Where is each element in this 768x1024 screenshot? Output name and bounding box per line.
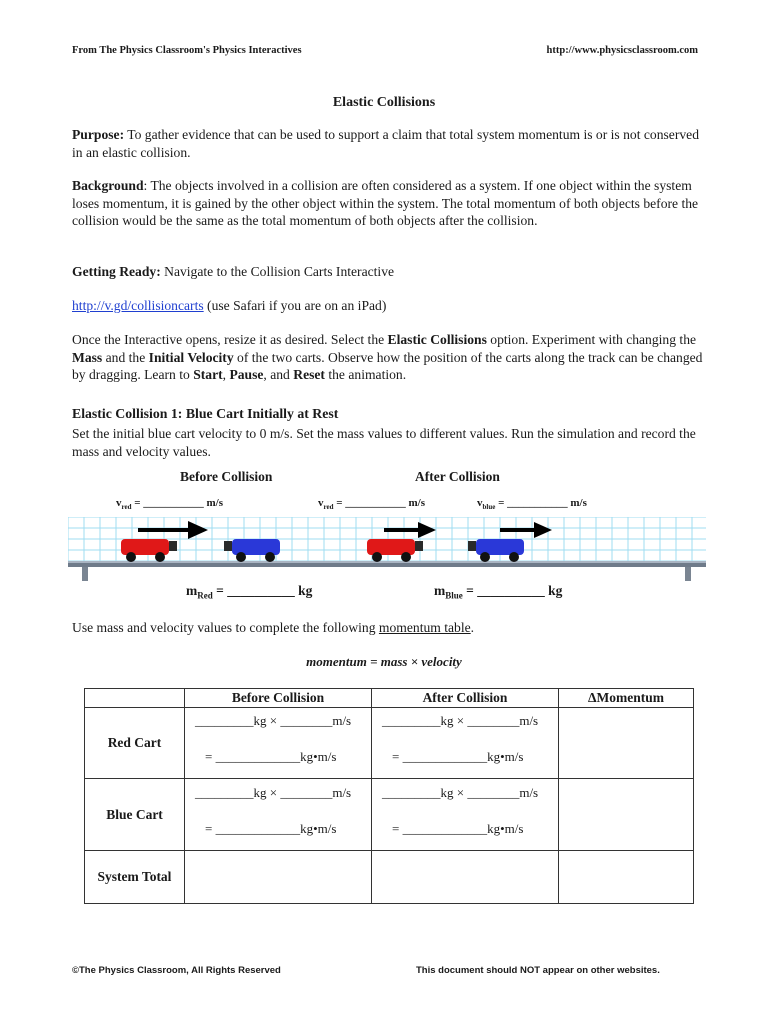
table-intro [72, 619, 704, 637]
section1-text: Set the initial blue cart velocity to 0 m/s. Set the mass values to different values. Run the simulation and record the mass and velocity values. [72, 426, 696, 459]
blue-after-line1: _________kg × ________m/s [382, 784, 539, 800]
instr-reset: Reset [293, 367, 325, 382]
v-blank: = ___________ [333, 497, 406, 509]
v-red-before [116, 497, 223, 511]
footer-notice: This document should NOT appear on other websites. [416, 965, 660, 976]
footer-copyright: ©The Physics Classroom, All Rights Reserved [72, 965, 281, 976]
header-delta-momentum: ΔMomentum [559, 689, 694, 708]
header-before: Before Collision [185, 689, 372, 708]
track-rail [68, 561, 706, 581]
table-row [85, 779, 694, 851]
system-delta-cell[interactable] [559, 851, 694, 904]
instr-text-2: option. Experiment with changing the [486, 332, 697, 347]
link-paragraph [72, 297, 704, 315]
red-after-line1: _________kg × ________m/s [382, 713, 539, 728]
purpose-text: To gather evidence that can be used to support a claim that total system momentum is or is not conserved in an elastic collision. [72, 127, 699, 160]
system-before-cell[interactable] [185, 851, 372, 904]
getting-ready-label: Getting Ready: [72, 264, 161, 279]
link-note: (use Safari if you are on an iPad) [203, 298, 387, 313]
m-unit: kg [544, 583, 563, 598]
red-before-line1: _________kg × ________m/s [195, 713, 352, 728]
collision-track-illustration [68, 517, 706, 583]
red-after-line2: = _____________kg•m/s [392, 749, 524, 764]
instr-text-1: Once the Interactive opens, resize it as desired. Select the [72, 332, 388, 347]
getting-ready-paragraph [72, 263, 704, 281]
table-row [85, 851, 694, 904]
before-collision-label: Before Collision [180, 469, 273, 484]
red-delta-cell[interactable] [559, 708, 694, 779]
instr-elastic: Elastic Collisions [387, 332, 487, 347]
header-url: http://www.physicsclassroom.com [546, 45, 698, 56]
getting-ready-text: Navigate to the Collision Carts Interactive [160, 264, 395, 279]
v-unit: m/s [567, 497, 587, 509]
v-blank: = ___________ [495, 497, 568, 509]
blue-before-cell[interactable] [185, 779, 372, 851]
v-sub: blue [482, 503, 496, 512]
v-sub: red [121, 503, 132, 512]
page-title: Elastic Collisions [332, 95, 436, 110]
red-before-line2: = _____________kg•m/s [205, 749, 337, 764]
v-unit: m/s [203, 497, 224, 509]
v-symbol: v [318, 497, 324, 509]
background-text: : The objects involved in a collision are often considered as a system. If one object within the system loses momentum, it is gained by the other object within the system. The total momentum of both objects before the collision would be the same as the total momentum of both objects after the collision. [72, 178, 699, 228]
mass-red [186, 583, 312, 601]
v-red-after [318, 497, 425, 511]
momentum-table [84, 688, 694, 904]
instr-text-4: of the two carts. Observe how the position of the carts along the track can be changed by dragging. Learn to [72, 349, 703, 382]
v-symbol: v [477, 497, 483, 509]
instr-mass: Mass [72, 349, 103, 365]
table-intro-text: Use mass and velocity values to complete the following [72, 620, 379, 635]
table-intro-end: . [470, 620, 475, 635]
row-label-blue: Blue Cart [85, 779, 185, 851]
instr-initial-velocity: Initial Velocity [148, 349, 234, 365]
mass-blue [434, 583, 562, 601]
m-symbol: m [434, 583, 446, 598]
row-label-system-total: System Total [85, 851, 185, 904]
m-sub: Red [197, 590, 213, 601]
v-symbol: v [116, 497, 122, 509]
instructions-paragraph [72, 331, 704, 384]
v-blank: = ___________ [131, 497, 204, 509]
red-after-cell[interactable] [372, 708, 559, 779]
m-blank: = __________ [462, 583, 545, 598]
background-paragraph [72, 177, 704, 230]
header-after: After Collision [372, 689, 559, 708]
table-header-row [85, 689, 694, 708]
momentum-table-ref: momentum table [378, 620, 471, 635]
v-unit: m/s [405, 497, 426, 509]
row-label-red: Red Cart [85, 708, 185, 779]
table-row [85, 708, 694, 779]
instr-text-7: the animation. [324, 367, 407, 382]
momentum-formula: momentum = mass × velocity [306, 654, 462, 669]
blue-before-line1: _________kg × ________m/s [195, 784, 352, 800]
instr-pause: Pause [229, 367, 264, 382]
instr-text-3: and the [102, 349, 149, 365]
red-before-cell[interactable] [185, 708, 372, 779]
background-label: Background [72, 178, 144, 193]
m-unit: kg [294, 583, 313, 598]
m-blank: = __________ [212, 583, 295, 598]
instr-start: Start [193, 367, 223, 382]
header-cell-empty [85, 689, 185, 708]
v-blue-after [477, 497, 587, 511]
collision-carts-link[interactable]: http://v.gd/collisioncarts [72, 298, 204, 313]
section1-heading: Elastic Collision 1: Blue Cart Initially at Rest [72, 406, 339, 421]
instr-text-6: , and [263, 367, 294, 382]
v-sub: red [323, 503, 334, 512]
blue-after-line2: = _____________kg•m/s [392, 820, 524, 836]
m-symbol: m [186, 583, 198, 598]
blue-before-line2: = _____________kg•m/s [205, 820, 337, 836]
header-source: From The Physics Classroom's Physics Interactives [72, 45, 302, 56]
purpose-label: Purpose: [72, 127, 125, 142]
instr-text-5: , [222, 367, 230, 382]
blue-delta-cell[interactable] [559, 779, 694, 851]
purpose-paragraph [72, 126, 704, 161]
after-collision-label: After Collision [415, 469, 500, 484]
m-sub: Blue [445, 590, 463, 601]
system-after-cell[interactable] [372, 851, 559, 904]
blue-after-cell[interactable] [372, 779, 559, 851]
